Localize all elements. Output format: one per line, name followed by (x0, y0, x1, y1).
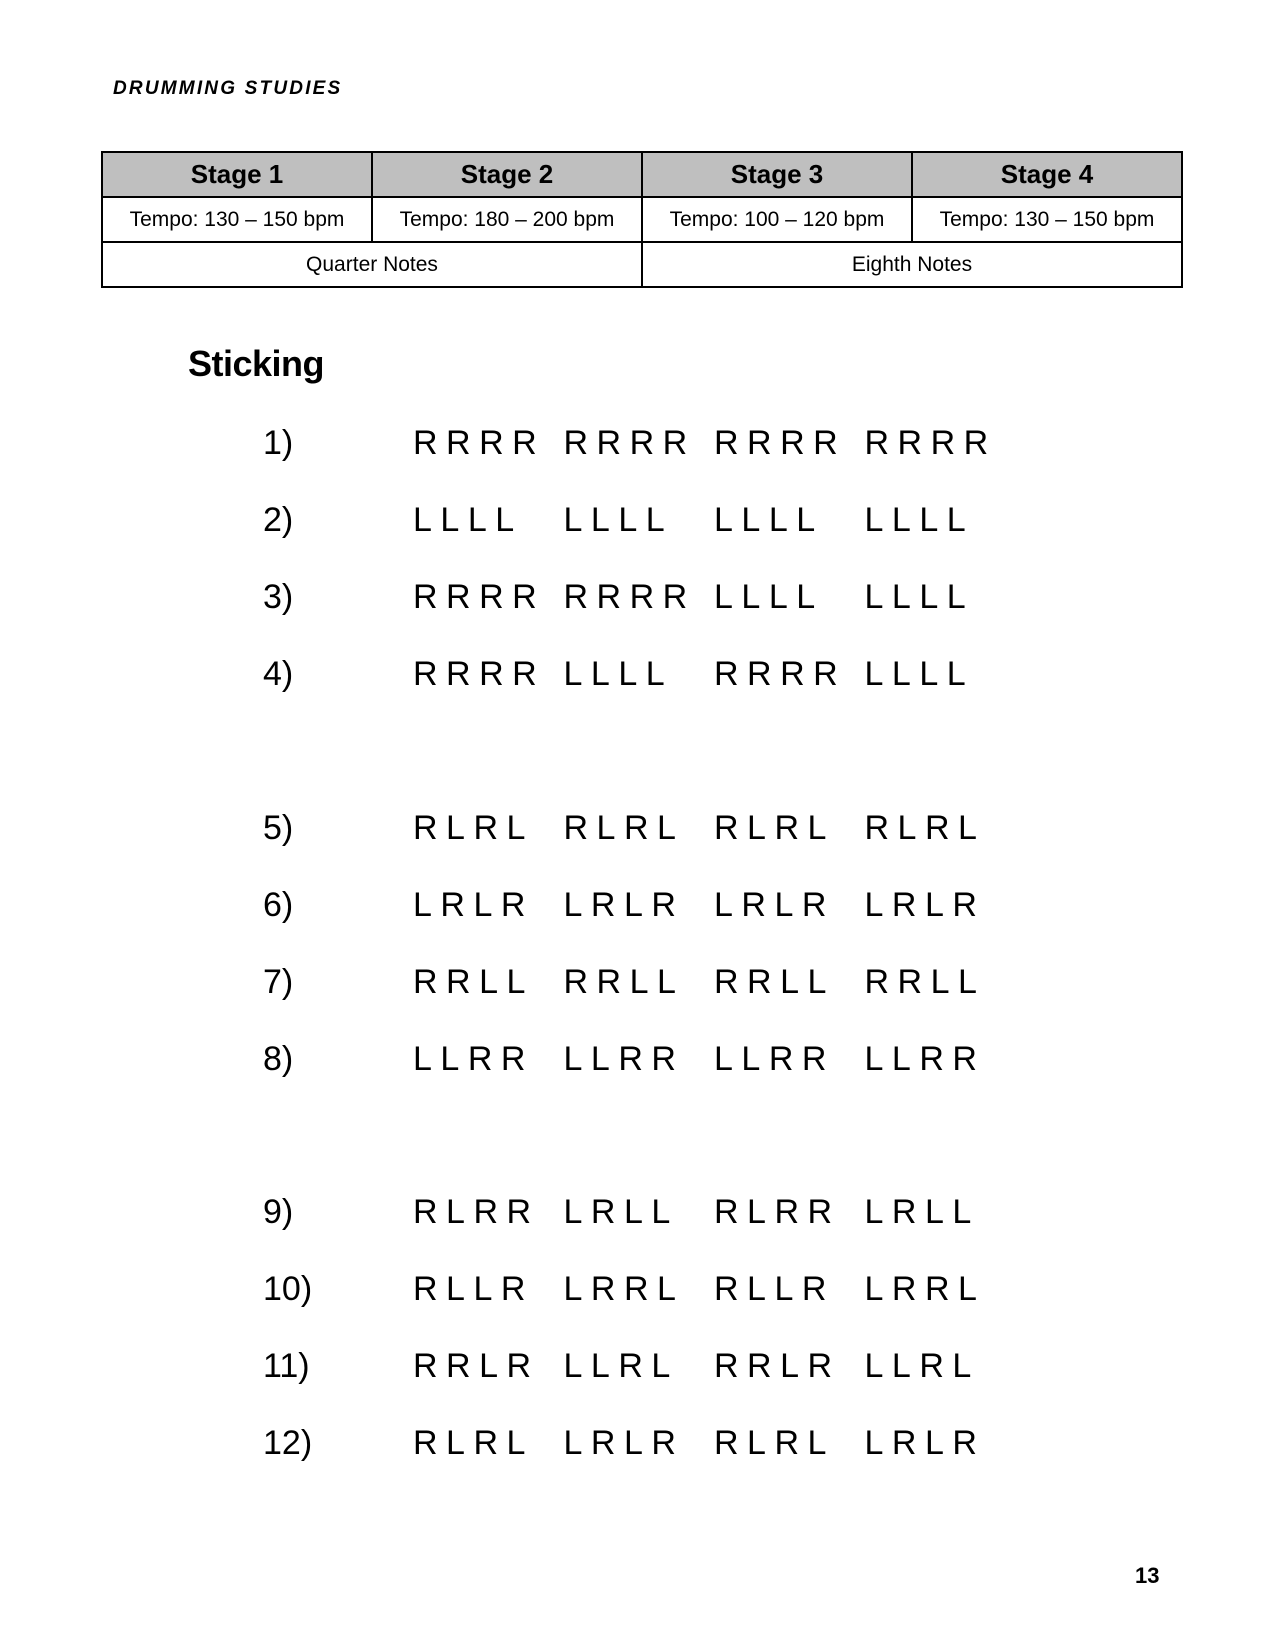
sticking-group: RLRL (864, 809, 986, 847)
sticking-group: LRLR (864, 886, 986, 924)
exercise-number: 5) (263, 809, 294, 847)
exercise-number: 11) (263, 1347, 310, 1385)
sticking-pattern (413, 577, 1015, 617)
exercise-number: 1) (263, 424, 294, 462)
exercise-number: 12) (263, 1424, 313, 1462)
exercise-row (0, 962, 1275, 1002)
exercise-number: 9) (263, 1193, 294, 1231)
sticking-group: RRLL (714, 963, 835, 1001)
sticking-group: RRLR (714, 1347, 841, 1385)
sticking-group: LRRL (864, 1270, 986, 1308)
sticking-group: RRRR (563, 424, 696, 462)
tempo-row (102, 197, 1182, 242)
exercise-row (0, 423, 1275, 463)
sticking-group: RRRR (864, 424, 997, 462)
sticking-group: LRLR (864, 1424, 986, 1462)
sticking-pattern (413, 423, 1015, 463)
exercise-row (0, 500, 1275, 540)
sticking-group: LLLL (413, 501, 523, 539)
sticking-group: RRLR (413, 1347, 540, 1385)
sticking-group: RLLR (714, 1270, 835, 1308)
sticking-pattern (413, 1346, 1015, 1386)
sticking-group: RLRL (413, 809, 534, 847)
sticking-group: LLRR (864, 1040, 986, 1078)
sticking-group: LLLL (864, 501, 975, 539)
sticking-group: LRRL (563, 1270, 685, 1308)
exercise-number: 2) (263, 501, 294, 539)
sticking-group: LLRL (864, 1347, 980, 1385)
sticking-group: LRLR (413, 886, 534, 924)
tempo-cell: Tempo: 180 – 200 bpm (372, 197, 642, 242)
note-value-cell: Eighth Notes (642, 242, 1182, 287)
stage-header-row (102, 152, 1182, 197)
sticking-group: LLLL (864, 655, 975, 693)
running-head: DRUMMING STUDIES (113, 78, 343, 99)
stage-header: Stage 4 (912, 152, 1182, 197)
note-value-cell: Quarter Notes (102, 242, 642, 287)
sticking-group: RRRR (714, 424, 847, 462)
sticking-group: LLRL (563, 1347, 679, 1385)
sticking-group: RRRR (563, 578, 696, 616)
stage-header: Stage 2 (372, 152, 642, 197)
sticking-group: LRLR (563, 886, 685, 924)
sticking-group: RRRR (413, 424, 546, 462)
sticking-group: LLRR (413, 1040, 534, 1078)
stage-header: Stage 3 (642, 152, 912, 197)
exercise-number: 4) (263, 655, 294, 693)
exercise-row (0, 1269, 1275, 1309)
exercise-row (0, 654, 1275, 694)
sticking-group: LLRR (714, 1040, 835, 1078)
exercise-row (0, 808, 1275, 848)
sticking-group: LLRR (563, 1040, 685, 1078)
sticking-group: RRRR (413, 655, 546, 693)
sticking-group: LLLL (563, 655, 674, 693)
tempo-cell: Tempo: 100 – 120 bpm (642, 197, 912, 242)
sticking-group: RRLL (413, 963, 534, 1001)
sticking-group: RRLL (864, 963, 986, 1001)
exercise-number: 10) (263, 1270, 313, 1308)
exercise-number: 3) (263, 578, 294, 616)
sticking-group: RRRR (413, 578, 546, 616)
exercise-row (0, 1423, 1275, 1463)
tempo-cell: Tempo: 130 – 150 bpm (102, 197, 372, 242)
sticking-group: RLRL (714, 809, 835, 847)
sticking-group: LLLL (714, 578, 824, 616)
sticking-group: LLLL (563, 501, 674, 539)
section-title: Sticking (188, 343, 325, 384)
exercise-row (0, 1192, 1275, 1232)
note-value-row (102, 242, 1182, 287)
page-number: 13 (1135, 1563, 1160, 1588)
sticking-pattern (413, 654, 1015, 694)
stage-header: Stage 1 (102, 152, 372, 197)
sticking-pattern (413, 500, 1015, 540)
sticking-group: RLLR (413, 1270, 534, 1308)
sticking-pattern (413, 885, 1015, 925)
sticking-group: LRLL (864, 1193, 980, 1231)
sticking-group: LRLL (563, 1193, 679, 1231)
sticking-pattern (413, 1423, 1015, 1463)
exercise-row (0, 885, 1275, 925)
exercise-number: 8) (263, 1040, 294, 1078)
sticking-group: RLRL (563, 809, 685, 847)
sticking-group: RRRR (714, 655, 847, 693)
exercise-number: 6) (263, 886, 294, 924)
exercise-row (0, 577, 1275, 617)
sticking-group: RLRR (413, 1193, 540, 1231)
sticking-group: RLRL (413, 1424, 534, 1462)
tempo-cell: Tempo: 130 – 150 bpm (912, 197, 1182, 242)
sticking-group: RLRL (714, 1424, 835, 1462)
sticking-group: RRLL (563, 963, 685, 1001)
sticking-group: LLLL (864, 578, 975, 616)
sticking-pattern (413, 1192, 1015, 1232)
sticking-pattern (413, 962, 1015, 1002)
exercise-row (0, 1346, 1275, 1386)
exercise-number: 7) (263, 963, 294, 1001)
sticking-pattern (413, 808, 1015, 848)
stage-tempo-table (101, 151, 1183, 288)
sticking-pattern (413, 1039, 1015, 1079)
sticking-group: LRLR (714, 886, 835, 924)
sticking-group: LRLR (563, 1424, 685, 1462)
sticking-group: RLRR (714, 1193, 841, 1231)
exercise-row (0, 1039, 1275, 1079)
sticking-pattern (413, 1269, 1015, 1309)
sticking-group: LLLL (714, 501, 824, 539)
